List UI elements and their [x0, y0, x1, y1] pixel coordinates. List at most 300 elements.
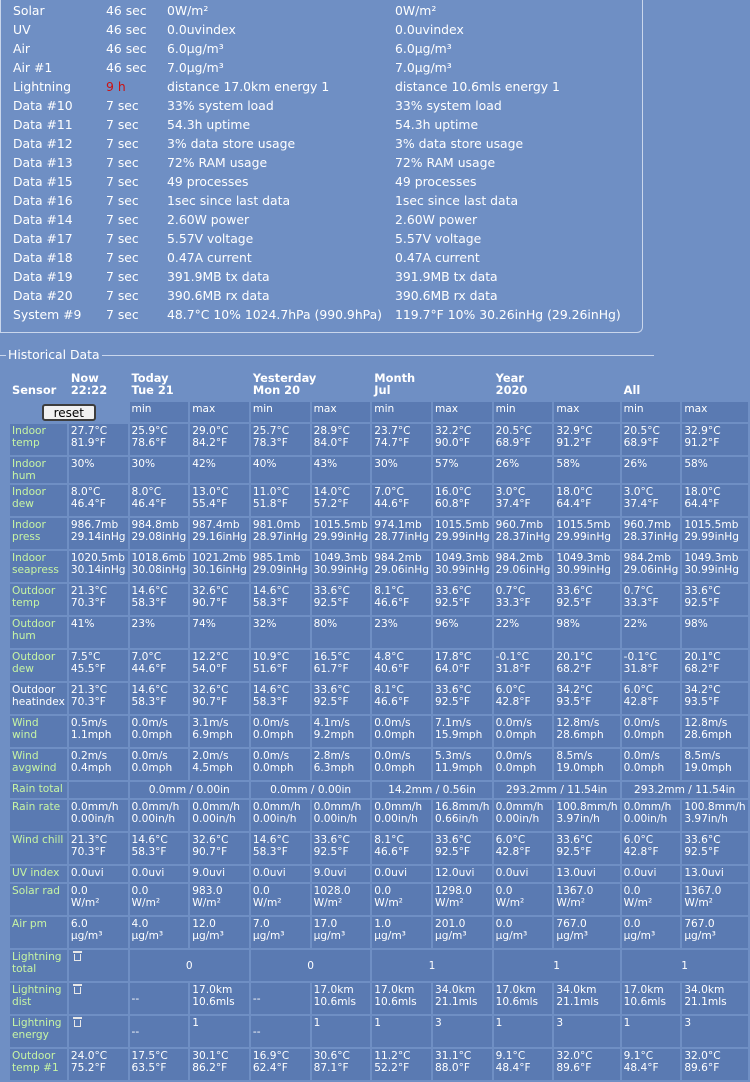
value-cell: [494, 584, 553, 615]
value-secondary: 58.3°F: [131, 846, 167, 858]
value-cell: [251, 424, 310, 455]
value-primary: 21.3°C: [70, 834, 108, 846]
value-cell: [622, 749, 681, 780]
value-primary: 57%: [434, 458, 459, 470]
value-primary: 11.2°C: [374, 1050, 411, 1062]
value-primary: 100.8mm/h: [684, 801, 746, 813]
value-primary: 23%: [374, 618, 398, 630]
value-cell: [433, 457, 492, 483]
value-primary: 34.2°C: [684, 684, 721, 696]
value-cell: [682, 551, 747, 582]
value-primary: --: [131, 1025, 140, 1038]
live-imperial-value: 390.6MB rx data: [395, 288, 498, 303]
live-imperial-value: 5.57V voltage: [395, 231, 482, 246]
value-primary: 0.0m/s: [495, 750, 532, 762]
value-secondary: 90.7°F: [192, 597, 228, 609]
value-secondary: 10.6mls: [313, 996, 356, 1008]
value-secondary: 92.5°F: [556, 597, 592, 609]
value-primary: 1367.0: [684, 885, 722, 897]
value-secondary: 19.0mph: [684, 762, 732, 774]
live-metric-value: 48.7°C 10% 1024.7hPa (990.9hPa): [167, 307, 383, 322]
value-primary: 1: [313, 1017, 321, 1029]
value-primary: 0.0m/s: [131, 717, 168, 729]
value-cell: [682, 983, 747, 1014]
value-cell: [312, 800, 371, 831]
value-cell: [130, 485, 189, 516]
value-cell: [433, 884, 492, 915]
value-primary: 767.0: [684, 918, 715, 930]
live-imperial-value: 1sec since last data: [395, 193, 519, 208]
value-cell: [190, 983, 249, 1014]
live-age: 46 sec: [106, 41, 147, 56]
value-cell: [69, 800, 128, 831]
value-primary: --: [131, 992, 140, 1005]
value-primary: 12.0uvi: [434, 867, 475, 879]
header-all: All: [623, 383, 641, 397]
value-primary: 1049.3mb: [434, 552, 490, 564]
value-cell: [251, 983, 310, 1014]
value-cell: [372, 457, 431, 483]
value-primary: 0.0: [623, 885, 641, 897]
value-secondary: 29.99inHg: [556, 531, 612, 543]
historical-row: [10, 457, 748, 483]
live-sensor-name: Data #19: [13, 269, 73, 284]
value-primary: 984.2mb: [623, 552, 671, 564]
value-secondary: 92.5°F: [684, 846, 720, 858]
value-primary: 7.5°C: [70, 651, 101, 663]
value-cell: [312, 833, 371, 864]
value-secondary: 81.9°F: [70, 437, 106, 449]
value-primary: 0.0: [70, 885, 88, 897]
value-primary: 58%: [684, 458, 708, 470]
value-secondary: 30.08inHg: [131, 564, 187, 576]
value-primary: 17.0km: [495, 984, 536, 996]
value-cell: [554, 833, 619, 864]
min-header: min: [372, 402, 431, 422]
sensor-label: Wind chill: [10, 833, 67, 864]
value-primary: 6.0°C: [495, 684, 526, 696]
value-secondary: µg/m³: [495, 930, 528, 942]
value-cell: [554, 884, 619, 915]
live-metric-value: 1sec since last data: [167, 193, 291, 208]
value-primary: 1028.0: [313, 885, 351, 897]
value-cell: [554, 1016, 619, 1047]
value-cell: [554, 716, 619, 747]
value-primary: 33.6°C: [313, 684, 350, 696]
value-secondary: 6.3mph: [313, 762, 355, 774]
historical-row: [10, 917, 748, 948]
value-secondary: 28.77inHg: [374, 531, 429, 543]
value-secondary: 87.1°F: [313, 1062, 349, 1074]
live-imperial-value: 3% data store usage: [395, 136, 524, 151]
value-primary: 24.0°C: [70, 1050, 108, 1062]
value-cell: [130, 800, 189, 831]
value-cell: [372, 884, 431, 915]
value-primary: 13.0uvi: [556, 867, 596, 879]
live-age: 7 sec: [106, 193, 139, 208]
value-secondary: 0.00in/h: [374, 813, 418, 825]
value-primary: 6.0°C: [623, 684, 654, 696]
value-primary: 12.8m/s: [556, 717, 600, 729]
historical-legend: Historical Data: [8, 347, 100, 362]
value-secondary: 40.6°F: [374, 663, 410, 675]
live-age: 7 sec: [106, 250, 139, 265]
value-primary: 22%: [623, 618, 648, 630]
value-primary: 0.2m/s: [70, 750, 108, 762]
value-secondary: 84.2°F: [192, 437, 228, 449]
value-primary: 3.0°C: [623, 486, 654, 498]
historical-row: [10, 1049, 748, 1080]
value-secondary: 28.37inHg: [495, 531, 551, 543]
value-primary: 984.2mb: [374, 552, 422, 564]
live-sensor-name: Data #14: [13, 212, 73, 227]
live-metric-value: 2.60W power: [167, 212, 250, 227]
value-secondary: W/m²: [313, 897, 343, 909]
value-secondary: 28.6mph: [684, 729, 732, 741]
value-cell: [554, 1049, 619, 1080]
value-secondary: 29.08inHg: [131, 531, 187, 543]
live-sensor-name: Data #18: [13, 250, 73, 265]
value-secondary: 68.2°F: [556, 663, 592, 675]
value-secondary: W/m²: [192, 897, 221, 909]
value-cell: [682, 917, 747, 948]
value-cell: [251, 518, 310, 549]
live-metric-value: 390.6MB rx data: [167, 288, 270, 303]
value-primary: 1015.5mb: [434, 519, 490, 531]
sensor-label: Lightning dist: [10, 983, 67, 1014]
value-primary: 6.0°C: [623, 834, 654, 846]
value-cell: [130, 650, 189, 681]
value-primary: 0.0: [131, 885, 149, 897]
value-primary: 0.0mm/h: [495, 801, 544, 813]
live-sensor-name: Data #11: [13, 117, 73, 132]
value-primary: 98%: [556, 618, 580, 630]
value-primary: 17.0: [313, 918, 338, 930]
value-secondary: 3.97in/h: [556, 813, 600, 825]
value-primary: -0.1°C: [495, 651, 530, 663]
value-cell: [69, 782, 128, 798]
value-secondary: µg/m³: [556, 930, 588, 942]
value-secondary: 92.5°F: [313, 597, 349, 609]
value-cell: [130, 551, 189, 582]
value-cell: [312, 457, 371, 483]
value-cell: [69, 884, 128, 915]
value-secondary: 92.5°F: [434, 597, 470, 609]
value-secondary: W/m²: [252, 897, 282, 909]
value-primary: 1: [495, 1017, 503, 1029]
value-primary: 9.1°C: [495, 1050, 526, 1062]
value-primary: 1.0: [374, 918, 392, 930]
value-primary: -0.1°C: [623, 651, 657, 663]
value-secondary: W/m²: [684, 897, 713, 909]
value-cell: [69, 749, 128, 780]
historical-row: [10, 617, 748, 648]
value-cell: [554, 917, 619, 948]
value-cell: [682, 683, 747, 714]
value-secondary: 92.5°F: [313, 696, 349, 708]
trash-icon[interactable]: [73, 951, 82, 961]
value-secondary: 74.7°F: [374, 437, 410, 449]
value-primary: 1367.0: [556, 885, 594, 897]
value-cell: [372, 1049, 431, 1080]
live-age: 7 sec: [106, 155, 139, 170]
value-secondary: 28.6mph: [556, 729, 604, 741]
value-secondary: 93.5°F: [684, 696, 720, 708]
value-primary: 1020.5mb: [70, 552, 125, 564]
value-secondary: 58.3°F: [252, 846, 288, 858]
historical-row: [10, 950, 748, 981]
value-secondary: 0.00in/h: [131, 813, 176, 825]
value-primary: 43%: [313, 458, 338, 470]
historical-row: [10, 782, 748, 798]
value-cell: [69, 485, 128, 516]
header-yesterday: Yesterday Mon 20: [252, 371, 317, 397]
value-cell: [554, 983, 619, 1014]
trash-icon[interactable]: [73, 1017, 82, 1027]
sensor-label: Wind avgwind: [10, 749, 67, 780]
historical-row: [10, 833, 748, 864]
value-secondary: 30.99inHg: [434, 564, 490, 576]
value-primary: 9.0uvi: [313, 867, 347, 879]
value-cell: [622, 683, 681, 714]
value-secondary: 88.0°F: [434, 1062, 470, 1074]
value-primary: 16.5°C: [313, 651, 350, 663]
value-secondary: 89.6°F: [684, 1062, 720, 1074]
live-data-panel: [0, 0, 643, 333]
value-primary: 33.6°C: [434, 684, 472, 696]
value-primary: 4.0: [131, 918, 149, 930]
value-cell: [494, 749, 553, 780]
value-cell: [622, 617, 681, 648]
span-value-cell: 293.2mm / 11.54in: [494, 782, 620, 798]
value-cell: [372, 866, 431, 882]
value-cell: [312, 617, 371, 648]
value-cell: [69, 917, 128, 948]
value-cell: [494, 917, 553, 948]
value-primary: 1298.0: [434, 885, 473, 897]
sensor-label: UV index: [10, 866, 67, 882]
live-age: 7 sec: [106, 174, 139, 189]
live-metric-value: 7.0µg/m³: [167, 60, 224, 75]
value-cell: [622, 1016, 681, 1047]
historical-table: [8, 369, 750, 1082]
value-secondary: 0.4mph: [70, 762, 112, 774]
historical-row: [10, 485, 748, 516]
value-primary: 17.0km: [623, 984, 664, 996]
value-cell: [190, 1016, 249, 1047]
value-secondary: 90.7°F: [192, 696, 228, 708]
value-primary: 20.1°C: [556, 651, 593, 663]
value-secondary: 62.4°F: [252, 1062, 288, 1074]
value-cell: [251, 716, 310, 747]
value-secondary: µg/m³: [252, 930, 285, 942]
value-cell: [251, 866, 310, 882]
value-secondary: 30.16inHg: [192, 564, 247, 576]
sensor-label: Lightning total: [10, 950, 67, 981]
value-cell: [251, 1016, 310, 1047]
live-sensor-name: Air #1: [13, 60, 53, 75]
value-primary: 0.0uvi: [252, 867, 286, 879]
historical-row: [10, 749, 748, 780]
value-cell: [682, 650, 747, 681]
value-primary: 1021.2mb: [192, 552, 247, 564]
sensor-label: Indoor press: [10, 518, 67, 549]
value-primary: 14.0°C: [313, 486, 350, 498]
value-secondary: 30.99inHg: [684, 564, 739, 576]
min-header: min: [130, 402, 189, 422]
value-cell: [372, 485, 431, 516]
reset-button[interactable]: reset: [42, 404, 96, 421]
value-cell: [130, 518, 189, 549]
value-cell: [682, 1049, 747, 1080]
value-primary: 0.0mm/h: [623, 801, 672, 813]
value-secondary: 91.2°F: [684, 437, 720, 449]
value-secondary: 11.9mph: [434, 762, 483, 774]
live-age: 7 sec: [106, 98, 139, 113]
value-primary: 960.7mb: [495, 519, 544, 531]
value-secondary: 0.0mph: [374, 762, 415, 774]
value-primary: 1: [192, 1017, 199, 1029]
value-primary: 18.0°C: [684, 486, 721, 498]
value-primary: 0.0m/s: [623, 717, 660, 729]
min-header: min: [622, 402, 681, 422]
value-primary: 33.6°C: [684, 834, 721, 846]
live-imperial-value: 0W/m²: [395, 3, 437, 18]
value-secondary: 1.1mph: [70, 729, 112, 741]
value-cell: [190, 749, 249, 780]
value-cell: [69, 424, 128, 455]
value-primary: 17.8°C: [434, 651, 472, 663]
value-secondary: 58.3°F: [252, 597, 288, 609]
live-sensor-name: Data #20: [13, 288, 73, 303]
value-primary: 96%: [434, 618, 459, 630]
value-secondary: µg/m³: [684, 930, 716, 942]
value-secondary: 44.6°F: [131, 663, 167, 675]
value-primary: 960.7mb: [623, 519, 671, 531]
value-primary: 0.0m/s: [252, 750, 290, 762]
value-secondary: 52.2°F: [374, 1062, 410, 1074]
value-cell: [190, 683, 249, 714]
value-primary: 33.6°C: [313, 834, 350, 846]
live-age: 46 sec: [106, 60, 147, 75]
sensor-label: Solar rad: [10, 884, 67, 915]
historical-row: [10, 884, 748, 915]
value-primary: 58%: [556, 458, 580, 470]
value-cell: [190, 800, 249, 831]
value-secondary: 21.1mls: [684, 996, 727, 1008]
value-primary: 3: [556, 1017, 564, 1029]
value-primary: 1015.5mb: [684, 519, 739, 531]
value-cell: [69, 551, 128, 582]
value-primary: 32.0°C: [556, 1050, 593, 1062]
value-cell: [372, 1016, 431, 1047]
value-cell: [682, 424, 747, 455]
value-cell: [622, 983, 681, 1014]
value-cell: [312, 518, 371, 549]
value-primary: 40%: [252, 458, 277, 470]
live-age: 7 sec: [106, 288, 139, 303]
value-secondary: 92.5°F: [313, 846, 349, 858]
value-secondary: 58.3°F: [131, 597, 167, 609]
historical-row: [10, 424, 748, 455]
value-primary: 983.0: [192, 885, 223, 897]
value-cell: [190, 884, 249, 915]
live-sensor-name: Data #10: [13, 98, 73, 113]
value-cell: [622, 584, 681, 615]
value-secondary: 29.14inHg: [70, 531, 126, 543]
value-primary: 0.0uvi: [374, 867, 408, 879]
value-cell: [554, 584, 619, 615]
value-primary: 11.0°C: [252, 486, 290, 498]
value-secondary: W/m²: [374, 897, 403, 909]
span-value-cell: 0: [251, 950, 370, 981]
live-age: 46 sec: [106, 22, 147, 37]
value-cell: [312, 650, 371, 681]
value-cell: [69, 716, 128, 747]
value-primary: 18.0°C: [556, 486, 593, 498]
live-sensor-name: Lightning: [13, 79, 71, 94]
value-secondary: 10.6mls: [623, 996, 666, 1008]
value-primary: 0.0: [495, 885, 513, 897]
value-primary: 3: [434, 1017, 442, 1029]
value-primary: 8.5m/s: [684, 750, 721, 762]
value-cell: [251, 917, 310, 948]
sensor-label: Outdoor hum: [10, 617, 67, 648]
value-secondary: 29.16inHg: [192, 531, 247, 543]
value-primary: 33.6°C: [434, 585, 472, 597]
value-primary: 25.7°C: [252, 425, 290, 437]
value-secondary: µg/m³: [313, 930, 346, 942]
value-secondary: 0.0mph: [495, 762, 537, 774]
value-primary: 767.0: [556, 918, 587, 930]
value-cell: [312, 983, 371, 1014]
min-header: min: [251, 402, 310, 422]
trash-icon[interactable]: [73, 984, 82, 994]
value-primary: 26%: [495, 458, 520, 470]
value-secondary: 30.99inHg: [556, 564, 612, 576]
value-primary: 32.6°C: [192, 585, 229, 597]
value-secondary: 21.1mls: [434, 996, 478, 1008]
value-primary: 7.1m/s: [434, 717, 472, 729]
value-secondary: 48.4°F: [495, 1062, 531, 1074]
value-cell: [190, 424, 249, 455]
value-secondary: 10.6mls: [192, 996, 235, 1008]
value-primary: 0.0uvi: [70, 867, 104, 879]
value-secondary: 51.8°F: [252, 498, 288, 510]
value-cell: [622, 485, 681, 516]
value-cell: [622, 1049, 681, 1080]
live-age: 7 sec: [106, 231, 139, 246]
value-secondary: 10.6mls: [495, 996, 539, 1008]
value-secondary: 58.3°F: [131, 696, 167, 708]
value-primary: 8.0°C: [70, 486, 101, 498]
value-primary: 23.7°C: [374, 425, 411, 437]
value-secondary: 0.0mph: [495, 729, 537, 741]
value-primary: 974.1mb: [374, 519, 422, 531]
value-primary: 0.0m/s: [252, 717, 290, 729]
sensor-label: Indoor hum: [10, 457, 67, 483]
value-primary: 0.0m/s: [131, 750, 168, 762]
value-cell: [190, 617, 249, 648]
value-primary: 20.1°C: [684, 651, 721, 663]
value-primary: 981.0mb: [252, 519, 301, 531]
value-secondary: 64.0°F: [434, 663, 470, 675]
value-cell: [312, 551, 371, 582]
value-primary: 1015.5mb: [313, 519, 368, 531]
live-age: 7 sec: [106, 212, 139, 227]
value-primary: 16.9°C: [252, 1050, 290, 1062]
header-month: Month Jul: [374, 371, 416, 397]
